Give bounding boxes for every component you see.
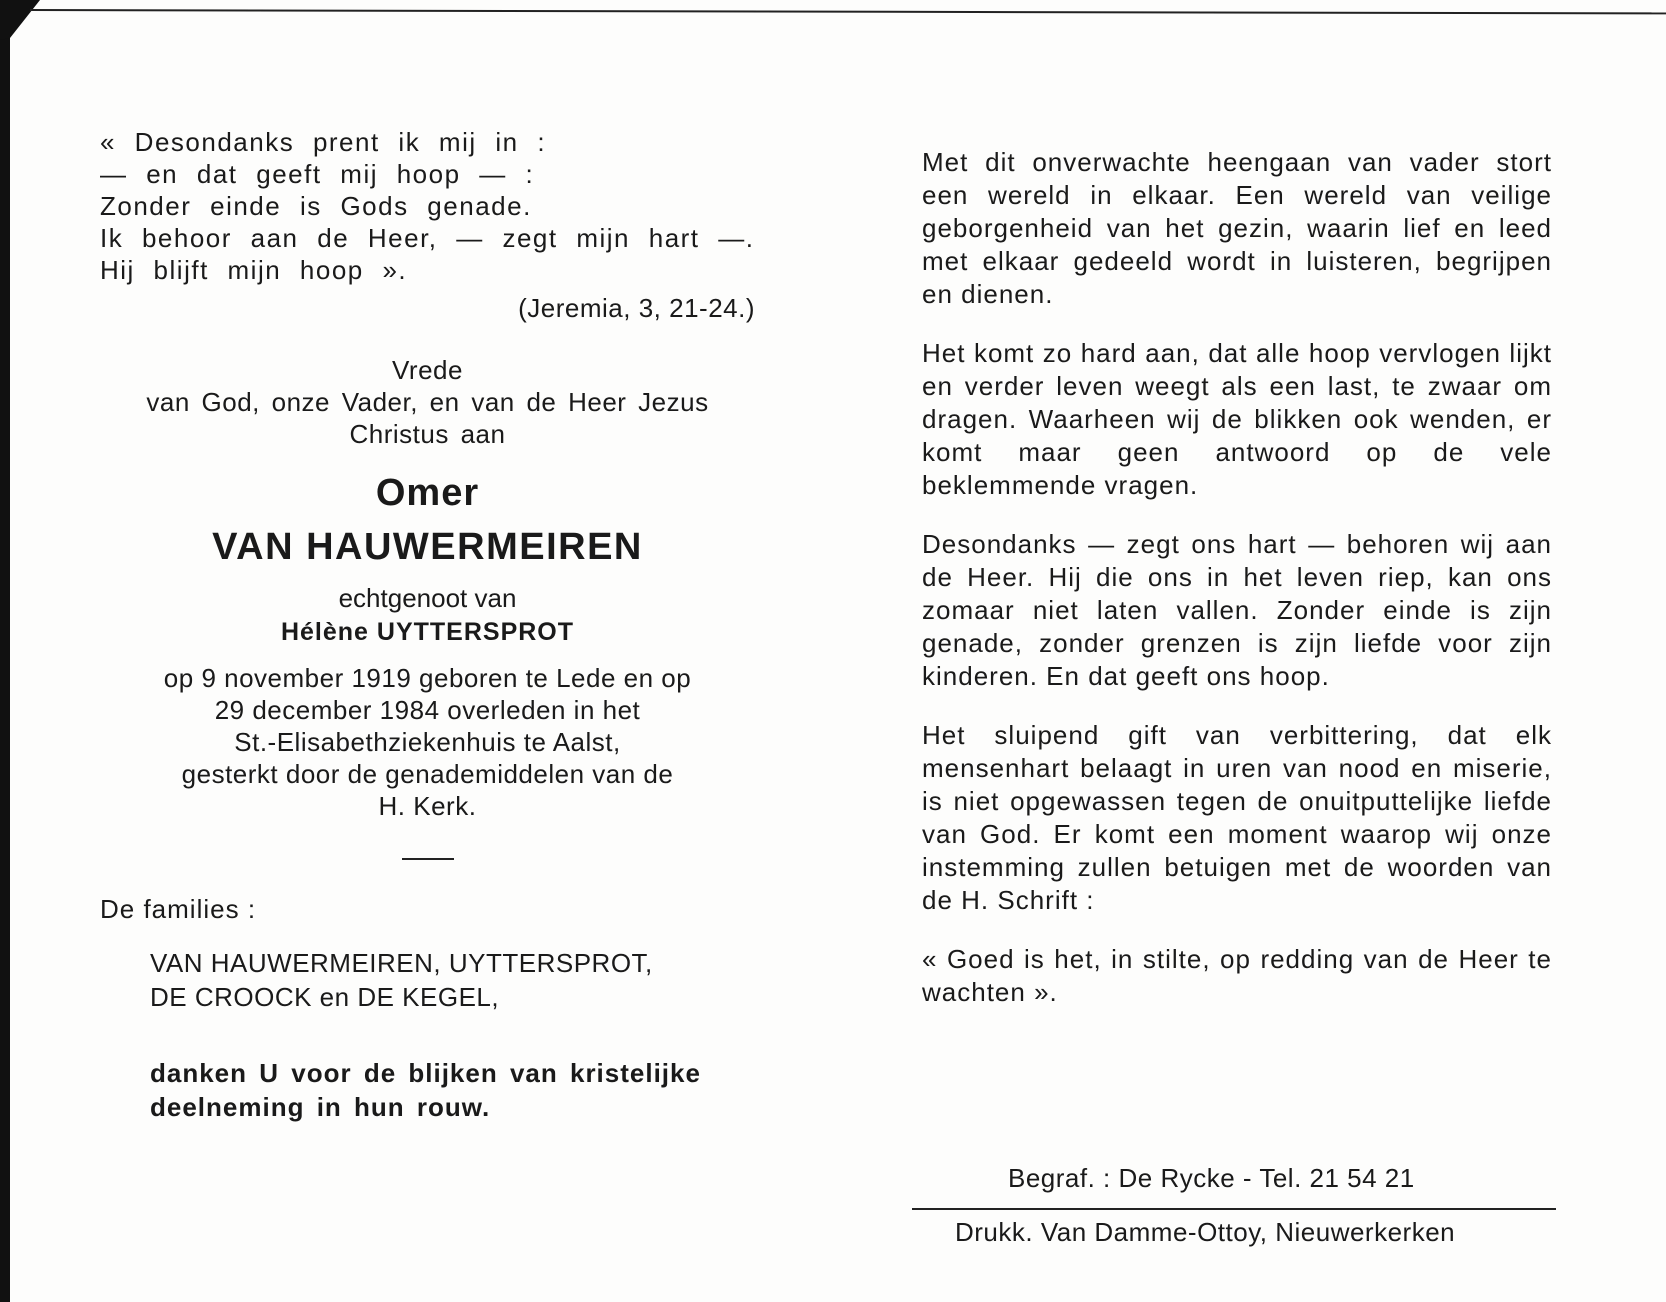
dates-line: 29 december 1984 overleden in het — [214, 695, 641, 725]
meditation-paragraph: Desondanks — zegt ons hart — behoren wij aan de Heer. Hij die ons in het leven riep, kan ons zomaar niet laten vallen. Zonder einde is zijn genade, zonder grenzen is zijn liefde voor zijn kinderen. En dat geeft ons hoop. — [922, 529, 1552, 691]
meditation-paragraph: Het komt zo hard aan, dat alle hoop vervlogen lijkt en verder leven weegt als een last, te zwaar om dragen. Waarheen wij de blikken ook wenden, er komt maar geen antwoord op de vele beklemmende vragen. — [922, 338, 1552, 500]
printer-info: Drukk. Van Damme-Ottoy, Nieuwerkerken — [955, 1217, 1456, 1247]
life-dates — [100, 662, 755, 822]
bible-verse — [100, 126, 755, 286]
family-line: VAN HAUWERMEIREN, UYTTERSPROT, — [150, 948, 653, 978]
spouse-name: Hélène UYTTERSPROT — [280, 618, 575, 646]
scan-edge-left — [0, 0, 10, 1302]
dates-line: op 9 november 1919 geboren te Lede en op — [163, 663, 692, 693]
meditation-paragraph: Met dit onverwachte heengaan van vader stort een wereld in elkaar. Een wereld van veilige geborgenheid van het gezin, waarin lief en leed met elkaar gedeeld wordt in luisteren, begrijpen en dienen. — [922, 147, 1552, 309]
family-names — [150, 946, 653, 1014]
card-top-edge — [30, 9, 1666, 14]
peace-greeting — [100, 354, 755, 450]
right-panel — [922, 146, 1552, 1027]
verse-line: — en dat geeft mij hoop — : — [100, 159, 535, 189]
closing-quote: « Goed is het, in stilte, op redding van de Heer te wachten ». — [922, 944, 1552, 1007]
peace-line: van God, onze Vader, en van de Heer Jezus — [146, 387, 709, 417]
dates-line: H. Kerk. — [378, 791, 477, 821]
verse-reference: (Jeremia, 3, 21-24.) — [518, 293, 755, 323]
section-divider — [402, 858, 454, 860]
dates-line: St.-Elisabethziekenhuis te Aalst, — [234, 727, 621, 757]
thanks-line: danken U voor de blijken van kristelijke — [150, 1058, 701, 1088]
meditation-paragraph: Het sluipend gift van verbittering, dat elk mensenhart belaagt in uren van nood en miserie, is niet opgewassen tegen de onuitputtelijke liefde van God. Er komt een moment waarop wij onze instemming zullen betuigen met de woorden van de H. Schrift : — [922, 720, 1552, 915]
spouse-label: echtgenoot van — [338, 583, 517, 613]
peace-line: Vrede — [392, 355, 463, 385]
dates-line: gesterkt door de genademiddelen van de — [181, 759, 674, 789]
deceased-first-name: Omer — [375, 472, 480, 514]
verse-line: Ik behoor aan de Heer, — zegt mijn hart —. — [100, 223, 755, 253]
verse-line: « Desondanks prent ik mij in : — [100, 127, 547, 157]
families-label: De families : — [100, 894, 257, 924]
footer-divider — [912, 1208, 1556, 1210]
card-corner-fold — [0, 0, 40, 40]
peace-line: Christus aan — [349, 419, 506, 449]
thanks-line: deelneming in hun rouw. — [150, 1092, 491, 1122]
undertaker-info: Begraf. : De Rycke - Tel. 21 54 21 — [1008, 1163, 1415, 1193]
verse-line: Zonder einde is Gods genade. — [100, 191, 532, 221]
deceased-last-name: VAN HAUWERMEIREN — [212, 526, 643, 568]
thanks-message — [150, 1056, 701, 1124]
family-line: DE CROOCK en DE KEGEL, — [150, 982, 500, 1012]
left-panel — [100, 126, 755, 860]
verse-line: Hij blijft mijn hoop ». — [100, 255, 408, 285]
